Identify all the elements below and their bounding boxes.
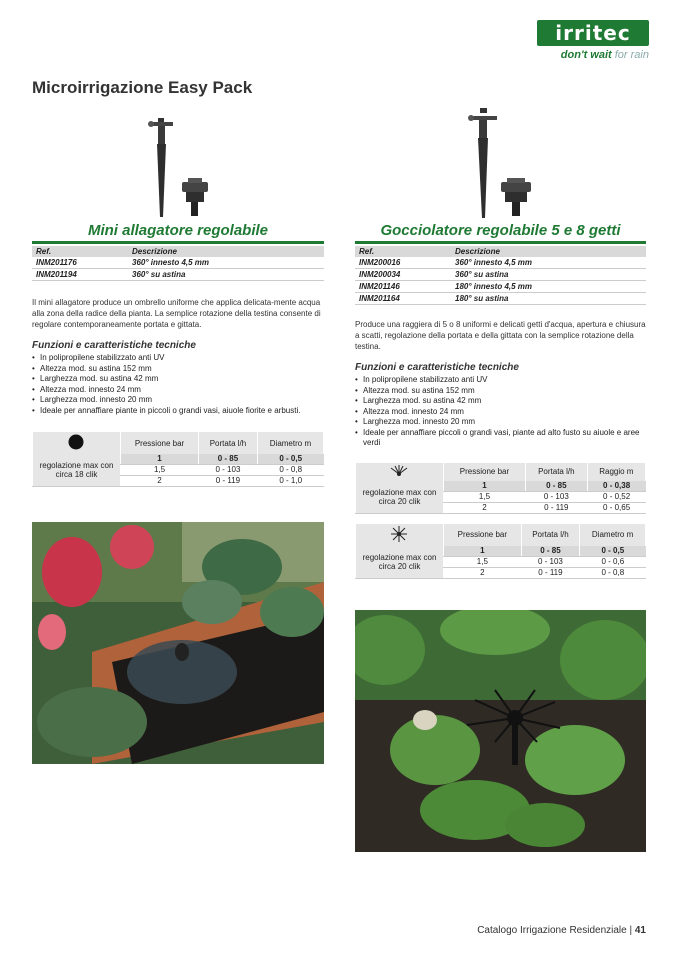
table-cell: 0 - 0,6 [580,556,646,567]
ref-header: Ref. [355,246,451,257]
table-row [355,269,646,281]
ref-description: 360° su astina [128,269,324,281]
table-cell: 0 - 85 [521,546,580,557]
ref-code: INM201194 [32,269,128,281]
list-item: • Ideale per annaffiare piccoli o grandi vasi, piante ad alto fusto su aiuole e aree verdi [355,428,646,449]
diameter-header: Diametro m [580,524,646,546]
product-description: Produce una raggiera di 5 o 8 uniformi e delicati getti d'acqua, apertura e chiusura a scatti, regolazione della portata e della gittata con la semplice rotazione della testina. [355,320,646,351]
table-cell: 0 - 85 [199,454,258,465]
features-list [355,375,646,449]
brand-logo [537,20,649,61]
product-gocciolatore [355,104,646,579]
product-description: Il mini allagatore produce un ombrello uniforme che applica delicata-mente acqua alla zona della radice della pianta. La semplice rotazione della testina consente di regolare contemporaneamente portata e gittata. [32,298,321,329]
ref-description: 360° innesto 4,5 mm [451,257,646,269]
ref-description: 360° su astina [451,269,646,281]
table-row [355,257,646,269]
ref-description: 360° innesto 4,5 mm [128,257,324,269]
table-cell: 2 [444,502,526,513]
table-cell: 0 - 85 [525,481,587,492]
table-cell: 1 [121,454,199,465]
list-item: • Altezza mod. su astina 152 mm [355,386,646,397]
page-number: 41 [634,925,646,936]
features-list [32,353,324,416]
table-cell: 1,5 [444,556,522,567]
list-item: • Larghezza mod. innesto 20 mm [355,417,646,428]
table-cell: 0 - 0,8 [580,567,646,578]
ref-code: INM201164 [355,293,451,305]
pattern-icon-cell [33,432,121,454]
table-row [356,481,646,492]
radius-header: Raggio m [587,463,645,481]
table-cell: 0 - 119 [525,502,587,513]
product-mini-allagatore [32,112,324,487]
product-image-mini-allagatore [32,112,324,222]
logo-wordmark: irritec [537,20,649,46]
footer-catalog-title: Catalogo Irrigazione Residenziale [477,925,627,936]
table-cell: 0 - 103 [521,556,580,567]
performance-table-half [355,463,646,514]
ref-table [355,246,646,305]
flow-header: Portata l/h [521,524,580,546]
table-cell: 1,5 [444,491,526,502]
table-cell: 0 - 0,8 [257,465,323,476]
performance-table [32,432,324,487]
diameter-header: Diametro m [257,432,323,454]
table-cell: 2 [444,567,522,578]
table-row [32,269,324,281]
list-item: • Ideale per annaffiare piante in piccoli o grandi vasi, aiuole fiorite e arbusti. [32,406,324,417]
performance-table-full [355,524,646,579]
table-cell: 2 [121,476,199,487]
table-row [32,257,324,269]
ref-description: 180° su astina [451,293,646,305]
ref-description: 180° innesto 4,5 mm [451,281,646,293]
list-item: • Altezza mod. innesto 24 mm [355,407,646,418]
list-item: • In polipropilene stabilizzato anti UV [32,353,324,364]
table-cell: 0 - 103 [199,465,258,476]
list-item: • Altezza mod. innesto 24 mm [32,385,324,396]
table-cell: 0 - 103 [525,491,587,502]
table-cell: 0 - 0,5 [257,454,323,465]
page-title: Microirrigazione Easy Pack [32,78,253,97]
ref-code: INM201176 [32,257,128,269]
ref-code: INM200034 [355,269,451,281]
table-cell: 0 - 119 [199,476,258,487]
table-row [355,293,646,305]
product-title: Gocciolatore regolabile 5 e 8 getti [355,222,646,244]
table-cell: 0 - 0,38 [587,481,645,492]
list-item: • Larghezza mod. innesto 20 mm [32,395,324,406]
photo-dripper-plants [355,610,646,852]
ref-table [32,246,324,281]
filled-circle-icon [68,434,84,450]
table-cell: 0 - 0,5 [580,546,646,557]
list-item: • In polipropilene stabilizzato anti UV [355,375,646,386]
table-cell: 1,5 [121,465,199,476]
full-spray-icon [391,526,407,542]
features-heading: Funzioni e caratteristiche tecniche [32,340,196,351]
half-spray-icon [390,465,408,477]
table-cell: 0 - 1,0 [257,476,323,487]
table-row [356,546,646,557]
product-image-gocciolatore [355,104,646,222]
ref-code: INM200016 [355,257,451,269]
tagline-bold: don't wait [560,49,612,61]
table-row [33,454,324,465]
ref-code: INM201146 [355,281,451,293]
page-footer: Catalogo Irrigazione Residenziale | 41 [477,925,646,936]
pressure-header: Pressione bar [444,463,526,481]
pattern-icon-cell [356,524,444,546]
pattern-icon-cell [356,463,444,481]
table-cell: 0 - 0,52 [587,491,645,502]
table-cell: 1 [444,546,522,557]
description-header: Descrizione [128,246,324,257]
features-heading: Funzioni e caratteristiche tecniche [355,362,519,373]
pressure-header: Pressione bar [444,524,522,546]
pressure-header: Pressione bar [121,432,199,454]
table-row [355,281,646,293]
tagline-rest: for rain [614,49,649,61]
list-item: • Larghezza mod. su astina 42 mm [355,396,646,407]
photo-cyclamen [32,522,324,764]
adjustment-label: regolazione max con circa 20 clik [356,546,444,579]
description-header: Descrizione [451,246,646,257]
product-title: Mini allagatore regolabile [32,222,324,244]
list-item: • Altezza mod. su astina 152 mm [32,364,324,375]
logo-tagline [537,49,649,61]
adjustment-label: regolazione max con circa 20 clik [356,481,444,514]
list-item: • Larghezza mod. su astina 42 mm [32,374,324,385]
table-cell: 1 [444,481,526,492]
ref-header: Ref. [32,246,128,257]
table-cell: 0 - 119 [521,567,580,578]
adjustment-label: regolazione max con circa 18 clik [33,454,121,487]
table-cell: 0 - 0,65 [587,502,645,513]
flow-header: Portata l/h [199,432,258,454]
flow-header: Portata l/h [525,463,587,481]
